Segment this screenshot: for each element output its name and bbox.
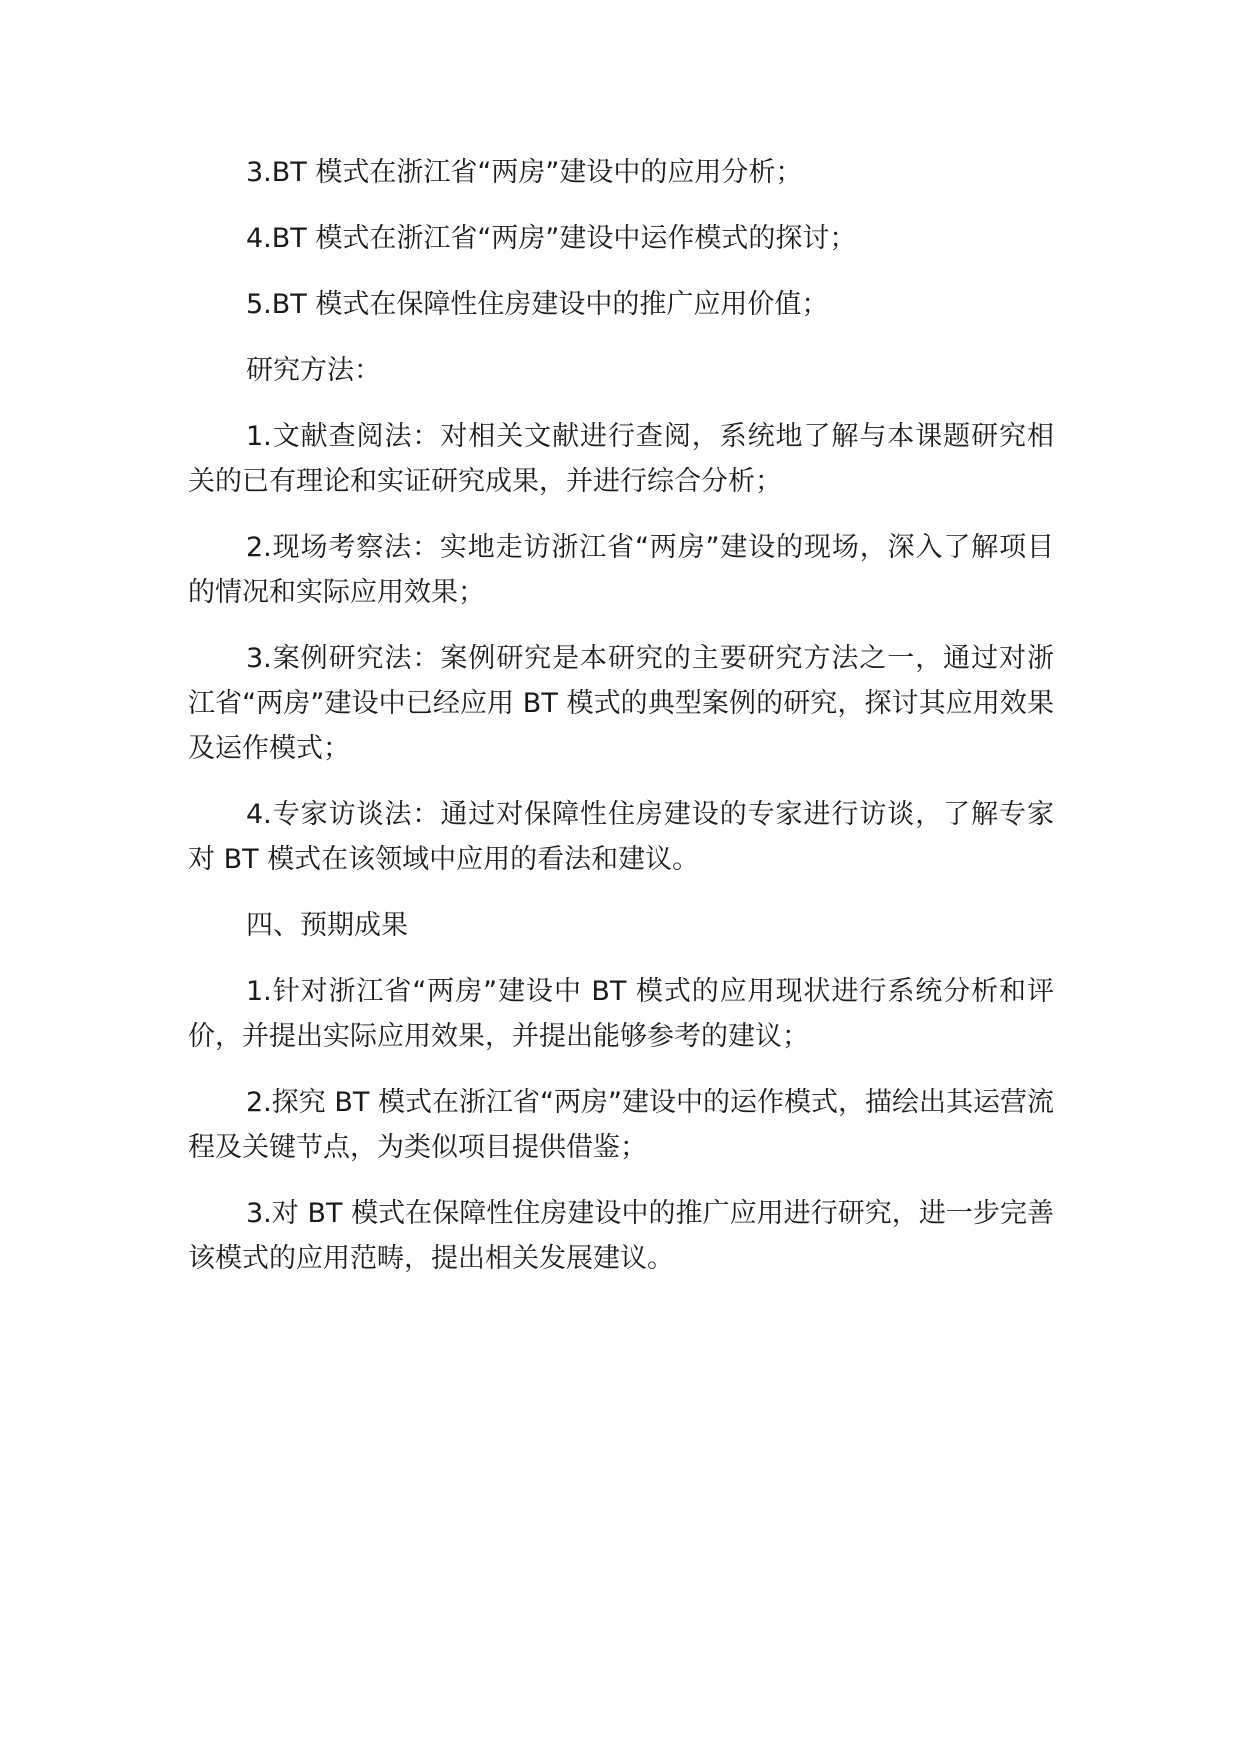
document-body bbox=[188, 150, 1054, 1302]
paragraph-method-expert-interview: 4.专家访谈法：通过对保障性住房建设的专家进行访谈，了解专家对 BT 模式在该领域中应用的看法和建议。 bbox=[188, 799, 1054, 875]
heading-research-methods: 研究方法： bbox=[246, 355, 381, 386]
paragraph-result-1: 1.针对浙江省“两房”建设中 BT 模式的应用现状进行系统分析和评价，并提出实际应用效果，并提出能够参考的建议； bbox=[188, 976, 1054, 1052]
paragraph-analysis-item-5: 5.BT 模式在保障性住房建设中的推广应用价值； bbox=[246, 289, 829, 320]
paragraph-result-3: 3.对 BT 模式在保障性住房建设中的推广应用进行研究，进一步完善该模式的应用范畴，提出相关发展建议。 bbox=[188, 1198, 1054, 1274]
heading-expected-results: 四、预期成果 bbox=[246, 910, 408, 941]
paragraph-method-field-survey: 2.现场考察法：实地走访浙江省“两房”建设的现场，深入了解项目的情况和实际应用效果； bbox=[188, 532, 1054, 608]
paragraph-analysis-item-3: 3.BT 模式在浙江省“两房”建设中的应用分析； bbox=[246, 157, 803, 188]
paragraph-method-case-study: 3.案例研究法：案例研究是本研究的主要研究方法之一，通过对浙江省“两房”建设中已经应用 BT 模式的典型案例的研究，探讨其应用效果及运作模式； bbox=[188, 643, 1054, 764]
paragraph-method-literature: 1.文献查阅法：对相关文献进行查阅，系统地了解与本课题研究相关的已有理论和实证研究成果，并进行综合分析； bbox=[188, 421, 1054, 497]
paragraph-analysis-item-4: 4.BT 模式在浙江省“两房”建设中运作模式的探讨； bbox=[246, 223, 857, 254]
paragraph-result-2: 2.探究 BT 模式在浙江省“两房”建设中的运作模式，描绘出其运营流程及关键节点，为类似项目提供借鉴； bbox=[188, 1087, 1054, 1163]
